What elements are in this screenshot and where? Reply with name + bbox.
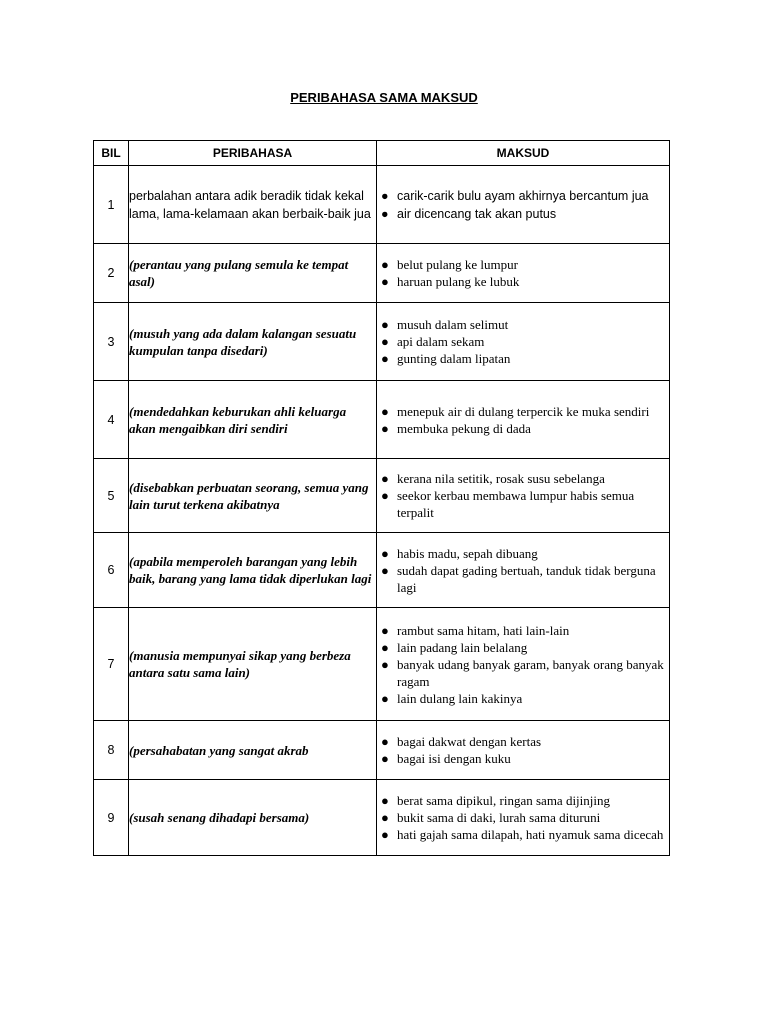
proverb-text: menepuk air di dulang terpercik ke muka sendiri (397, 403, 650, 419)
proverb-text: bukit sama di daki, lurah sama dituruni (397, 810, 601, 825)
table-row (94, 608, 670, 721)
proverb-text: gunting dalam lipatan (397, 351, 511, 366)
peribahasa-meaning: (persahabatan yang sangat akrab (129, 721, 377, 780)
peribahasa-meaning: perbalahan antara adik beradik tidak kekal lama, lama-kelamaan akan berbaik-baik jua (129, 166, 377, 244)
bullet-icon: ● (381, 690, 389, 706)
bullet-icon: ● (381, 206, 389, 221)
proverb-text: kerana nila setitik, rosak susu sebelanga (397, 471, 605, 486)
proverb-text: sudah dapat gading bertuah, tanduk tidak berguna lagi (397, 562, 656, 595)
row-number: 7 (94, 608, 129, 721)
list-item (377, 487, 669, 521)
bullet-icon: ● (381, 351, 389, 366)
row-number: 4 (94, 381, 129, 459)
header-row (94, 141, 670, 166)
list-item (377, 205, 669, 223)
bullet-icon: ● (381, 545, 389, 561)
table-row (94, 381, 670, 459)
maksud-cell (377, 303, 670, 381)
proverb-text: air dicencang tak akan putus (397, 206, 557, 221)
list-item (377, 690, 669, 707)
proverb-text: seekor kerbau membawa lumpur habis semua terpalit (397, 488, 635, 520)
proverb-text: hati gajah sama dilapah, hati nyamuk sama dicecah (397, 827, 664, 842)
proverb-text: banyak udang banyak garam, banyak orang banyak ragam (397, 656, 664, 689)
proverb-text: rambut sama hitam, hati lain-lain (397, 622, 570, 638)
bullet-icon: ● (381, 622, 389, 638)
list-item (377, 420, 669, 437)
proverb-text: bagai isi dengan kuku (397, 751, 511, 766)
bullet-icon: ● (381, 751, 389, 766)
list-item (377, 187, 669, 205)
list-item (377, 656, 669, 690)
row-number: 3 (94, 303, 129, 381)
list-item (377, 622, 669, 639)
list-item (377, 792, 669, 809)
list-item (377, 562, 669, 596)
row-number: 2 (94, 244, 129, 303)
proverb-text: membuka pekung di dada (397, 420, 531, 436)
bullet-icon: ● (381, 188, 389, 203)
bullet-icon: ● (381, 420, 389, 436)
proverb-text: habis madu, sepah dibuang (397, 545, 538, 561)
list-item (377, 809, 669, 826)
bullet-icon: ● (381, 257, 389, 272)
proverb-text: musuh dalam selimut (397, 317, 509, 332)
maksud-cell (377, 780, 670, 856)
row-number: 8 (94, 721, 129, 780)
table-row (94, 780, 670, 856)
list-item (377, 639, 669, 656)
peribahasa-meaning: (manusia mempunyai sikap yang berbeza antara satu sama lain) (129, 608, 377, 721)
bullet-icon: ● (381, 793, 389, 808)
table-row (94, 303, 670, 381)
maksud-cell (377, 721, 670, 780)
table-row (94, 721, 670, 780)
bullet-icon: ● (381, 488, 389, 503)
maksud-cell (377, 244, 670, 303)
proverb-text: belut pulang ke lumpur (397, 257, 518, 272)
bullet-icon: ● (381, 317, 389, 332)
proverb-text: api dalam sekam (397, 334, 485, 349)
bullet-icon: ● (381, 656, 389, 672)
bullet-icon: ● (381, 471, 389, 486)
bullet-icon: ● (381, 734, 389, 749)
maksud-cell (377, 459, 670, 533)
table-row (94, 533, 670, 608)
bullet-icon: ● (381, 334, 389, 349)
proverb-text: bagai dakwat dengan kertas (397, 734, 542, 749)
table-row (94, 166, 670, 244)
list-item (377, 470, 669, 487)
proverb-text: lain dulang lain kakinya (397, 690, 523, 706)
list-item (377, 316, 669, 333)
row-number: 5 (94, 459, 129, 533)
list-item (377, 333, 669, 350)
bullet-icon: ● (381, 562, 389, 578)
peribahasa-meaning: (disebabkan perbuatan seorang, semua yang lain turut terkena akibatnya (129, 459, 377, 533)
peribahasa-meaning: (mendedahkan keburukan ahli keluarga akan mengaibkan diri sendiri (129, 381, 377, 459)
proverb-text: berat sama dipikul, ringan sama dijinjing (397, 793, 611, 808)
list-item (377, 733, 669, 750)
proverb-text: lain padang lain belalang (397, 639, 528, 655)
peribahasa-meaning: (musuh yang ada dalam kalangan sesuatu kumpulan tanpa disedari) (129, 303, 377, 381)
maksud-cell (377, 533, 670, 608)
header-peribahasa: PERIBAHASA (129, 141, 377, 166)
header-maksud: MAKSUD (377, 141, 670, 166)
maksud-cell (377, 381, 670, 459)
proverb-text: haruan pulang ke lubuk (397, 274, 520, 289)
list-item (377, 403, 669, 420)
row-number: 1 (94, 166, 129, 244)
bullet-icon: ● (381, 639, 389, 655)
page-title: PERIBAHASA SAMA MAKSUD (290, 90, 478, 105)
peribahasa-meaning: (susah senang dihadapi bersama) (129, 780, 377, 856)
peribahasa-table (93, 140, 670, 856)
bullet-icon: ● (381, 403, 389, 419)
maksud-cell (377, 166, 670, 244)
list-item (377, 545, 669, 562)
peribahasa-meaning: (apabila memperoleh barangan yang lebih baik, barang yang lama tidak diperlukan lagi (129, 533, 377, 608)
proverb-text: carik-carik bulu ayam akhirnya bercantum jua (397, 188, 649, 203)
maksud-cell (377, 608, 670, 721)
list-item (377, 750, 669, 767)
row-number: 9 (94, 780, 129, 856)
bullet-icon: ● (381, 810, 389, 825)
header-bil: BIL (94, 141, 129, 166)
bullet-icon: ● (381, 274, 389, 289)
peribahasa-meaning: (perantau yang pulang semula ke tempat asal) (129, 244, 377, 303)
table-row (94, 244, 670, 303)
list-item (377, 350, 669, 367)
list-item (377, 273, 669, 290)
bullet-icon: ● (381, 827, 389, 842)
table-row (94, 459, 670, 533)
row-number: 6 (94, 533, 129, 608)
list-item (377, 826, 669, 843)
list-item (377, 256, 669, 273)
